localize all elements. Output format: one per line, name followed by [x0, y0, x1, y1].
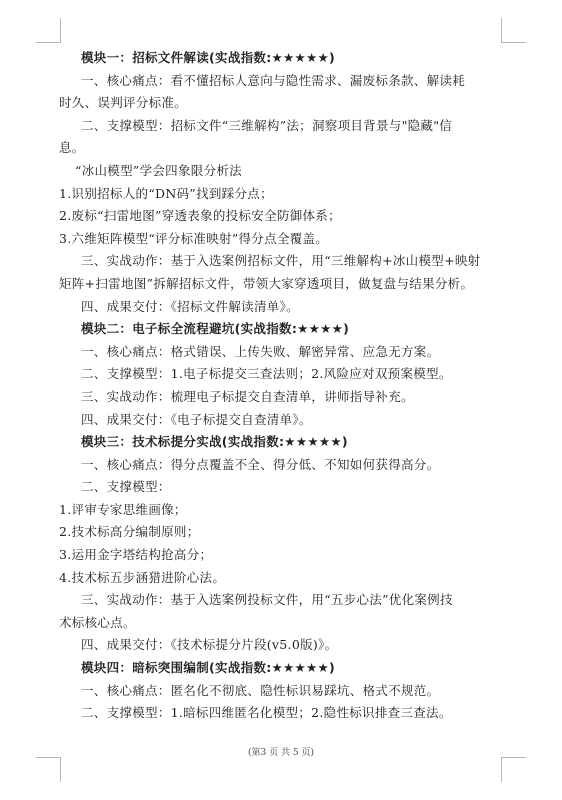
body-paragraph: 二、支撑模型： — [81, 479, 171, 495]
module-heading: 模块二：电子标全流程避坑(实战指数:★★★★) — [81, 321, 350, 337]
list-item: 4.技术标五步涵猎进阶心法。 — [59, 569, 226, 585]
body-paragraph-continuation: 时久、误判评分标准。 — [59, 95, 188, 111]
list-item: 1.评审专家思维画像； — [59, 501, 187, 517]
module-heading: 模块四：暗标突围编制(实战指数:★★★★★) — [81, 660, 336, 676]
body-paragraph: 二、支撑模型：招标文件“三维解构”法；洞察项目背景与"隐藏"信 — [81, 117, 453, 133]
module-heading: 模块一：招标文件解读(实战指数:★★★★★) — [81, 50, 336, 65]
body-paragraph: 四、成果交付：《招标文件解读清单》。 — [81, 298, 299, 314]
crop-mark-top-left — [36, 18, 61, 43]
list-item: 3.运用金字塔结构抢高分； — [59, 547, 213, 563]
body-paragraph: “冰山模型”学会四象限分析法 — [75, 162, 242, 178]
body-paragraph-continuation: 息。 — [59, 140, 85, 156]
list-item: 3.六维矩阵模型“评分标准映射”得分点全覆盖。 — [59, 230, 329, 246]
body-paragraph-continuation: 矩阵+扫雷地图”拆解招标文件，带领大家穿透项目，做复盘与结果分析。 — [59, 275, 474, 291]
crop-mark-bottom-right — [501, 757, 526, 782]
body-paragraph: 二、支撑模型：1.电子标提交三查法则；2.风险应对双预案模型。 — [81, 366, 452, 382]
body-paragraph-continuation: 术标核心点。 — [59, 614, 136, 630]
crop-mark-top-right — [501, 18, 526, 43]
body-paragraph: 四、成果交付：《电子标提交自查清单》。 — [81, 411, 312, 427]
body-paragraph: 一、核心痛点：格式错误、上传失败、解密异常、应急无方案。 — [81, 343, 440, 359]
body-paragraph: 一、核心痛点：得分点覆盖不全、得分低、不知如何获得高分。 — [81, 456, 440, 472]
page-number-footer: (第3 页 共 5 页) — [248, 748, 314, 758]
body-paragraph: 一、核心痛点：看不懂招标人意向与隐性需求、漏废标条款、解读耗 — [81, 72, 466, 88]
body-paragraph: 一、核心痛点：匿名化不彻底、隐性标识易踩坑、格式不规范。 — [81, 682, 440, 698]
list-item: 1.识别招标人的“DN码”找到踩分点； — [59, 185, 273, 201]
body-paragraph: 四、成果交付：《技术标提分片段(v5.0版)》。 — [81, 637, 338, 653]
body-paragraph: 三、实战动作：梳理电子标提交自查清单，讲师指导补充。 — [81, 388, 414, 404]
list-item: 2.废标“扫雷地图”穿透表象的投标安全防御体系； — [59, 208, 341, 224]
document-body — [59, 47, 515, 725]
crop-mark-bottom-left — [36, 757, 61, 782]
list-item: 2.技术标高分编制原则； — [59, 524, 200, 540]
body-paragraph: 二、支撑模型：1.暗标四维匿名化模型；2.隐性标识排查三查法。 — [81, 705, 452, 721]
module-heading: 模块三：技术标提分实战(实战指数:★★★★★) — [81, 434, 348, 450]
body-paragraph: 三、实战动作：基于入选案例投标文件，用“五步心法”优化案例技 — [81, 592, 453, 608]
body-paragraph: 三、实战动作：基于入选案例招标文件，用“三维解构+冰山模型+映射 — [81, 253, 481, 269]
